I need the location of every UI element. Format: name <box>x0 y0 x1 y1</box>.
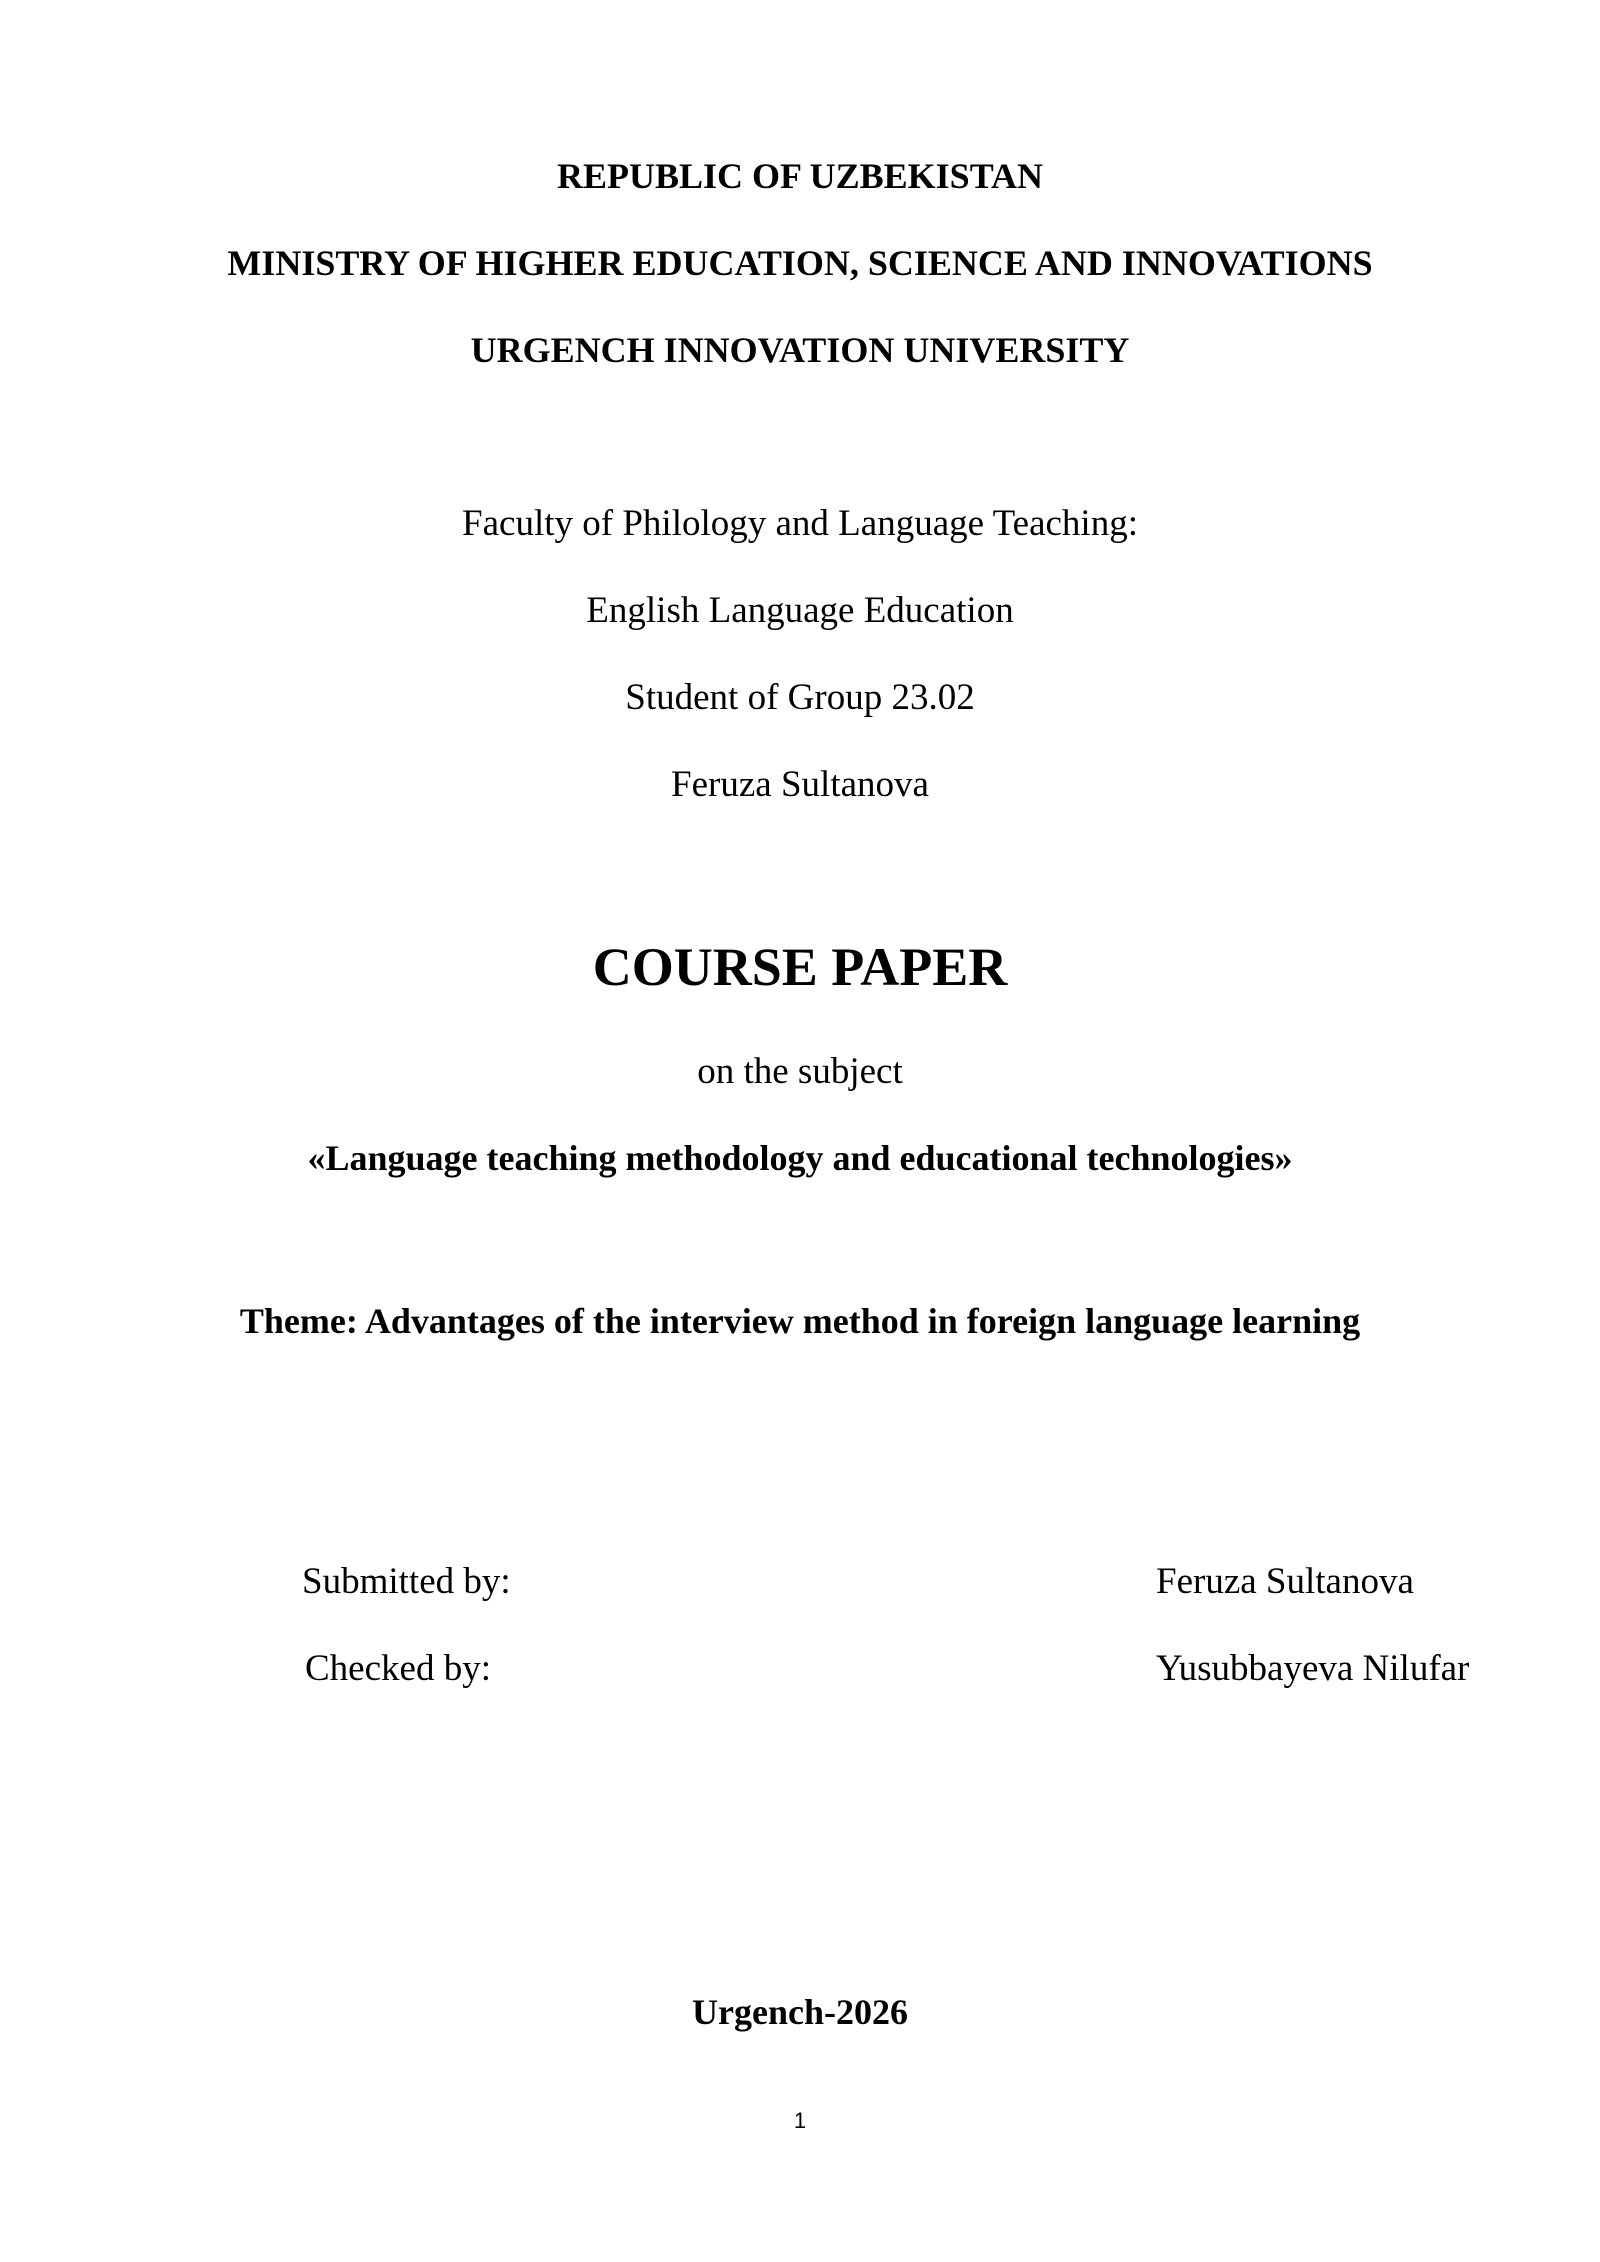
place-year: Urgench-2026 <box>692 1992 908 2032</box>
submitted-by-label: Submitted by: <box>302 1561 511 1602</box>
group-line: Student of Group 23.02 <box>625 677 975 718</box>
student-name-line: Feruza Sultanova <box>671 764 929 805</box>
checked-by-label: Checked by: <box>305 1648 491 1689</box>
faculty-line: Faculty of Philology and Language Teaching: <box>462 503 1138 544</box>
page-number: 1 <box>793 2108 807 2133</box>
country-heading: REPUBLIC OF UZBEKISTAN <box>556 156 1044 196</box>
university-heading: URGENCH INNOVATION UNIVERSITY <box>470 330 1130 370</box>
document-title: COURSE PAPER <box>592 937 1008 997</box>
theme-line: Theme: Advantages of the interview method in foreign language learning <box>239 1301 1361 1341</box>
submitted-by-name: Feruza Sultanova <box>1156 1561 1414 1602</box>
ministry-heading: MINISTRY OF HIGHER EDUCATION, SCIENCE AND INNOVATIONS <box>227 243 1373 283</box>
subject-title: «Language teaching methodology and educational technologies» <box>307 1138 1293 1178</box>
subject-intro: on the subject <box>697 1051 903 1092</box>
program-line: English Language Education <box>586 590 1014 631</box>
checked-by-name: Yusubbayeva Nilufar <box>1156 1648 1470 1689</box>
